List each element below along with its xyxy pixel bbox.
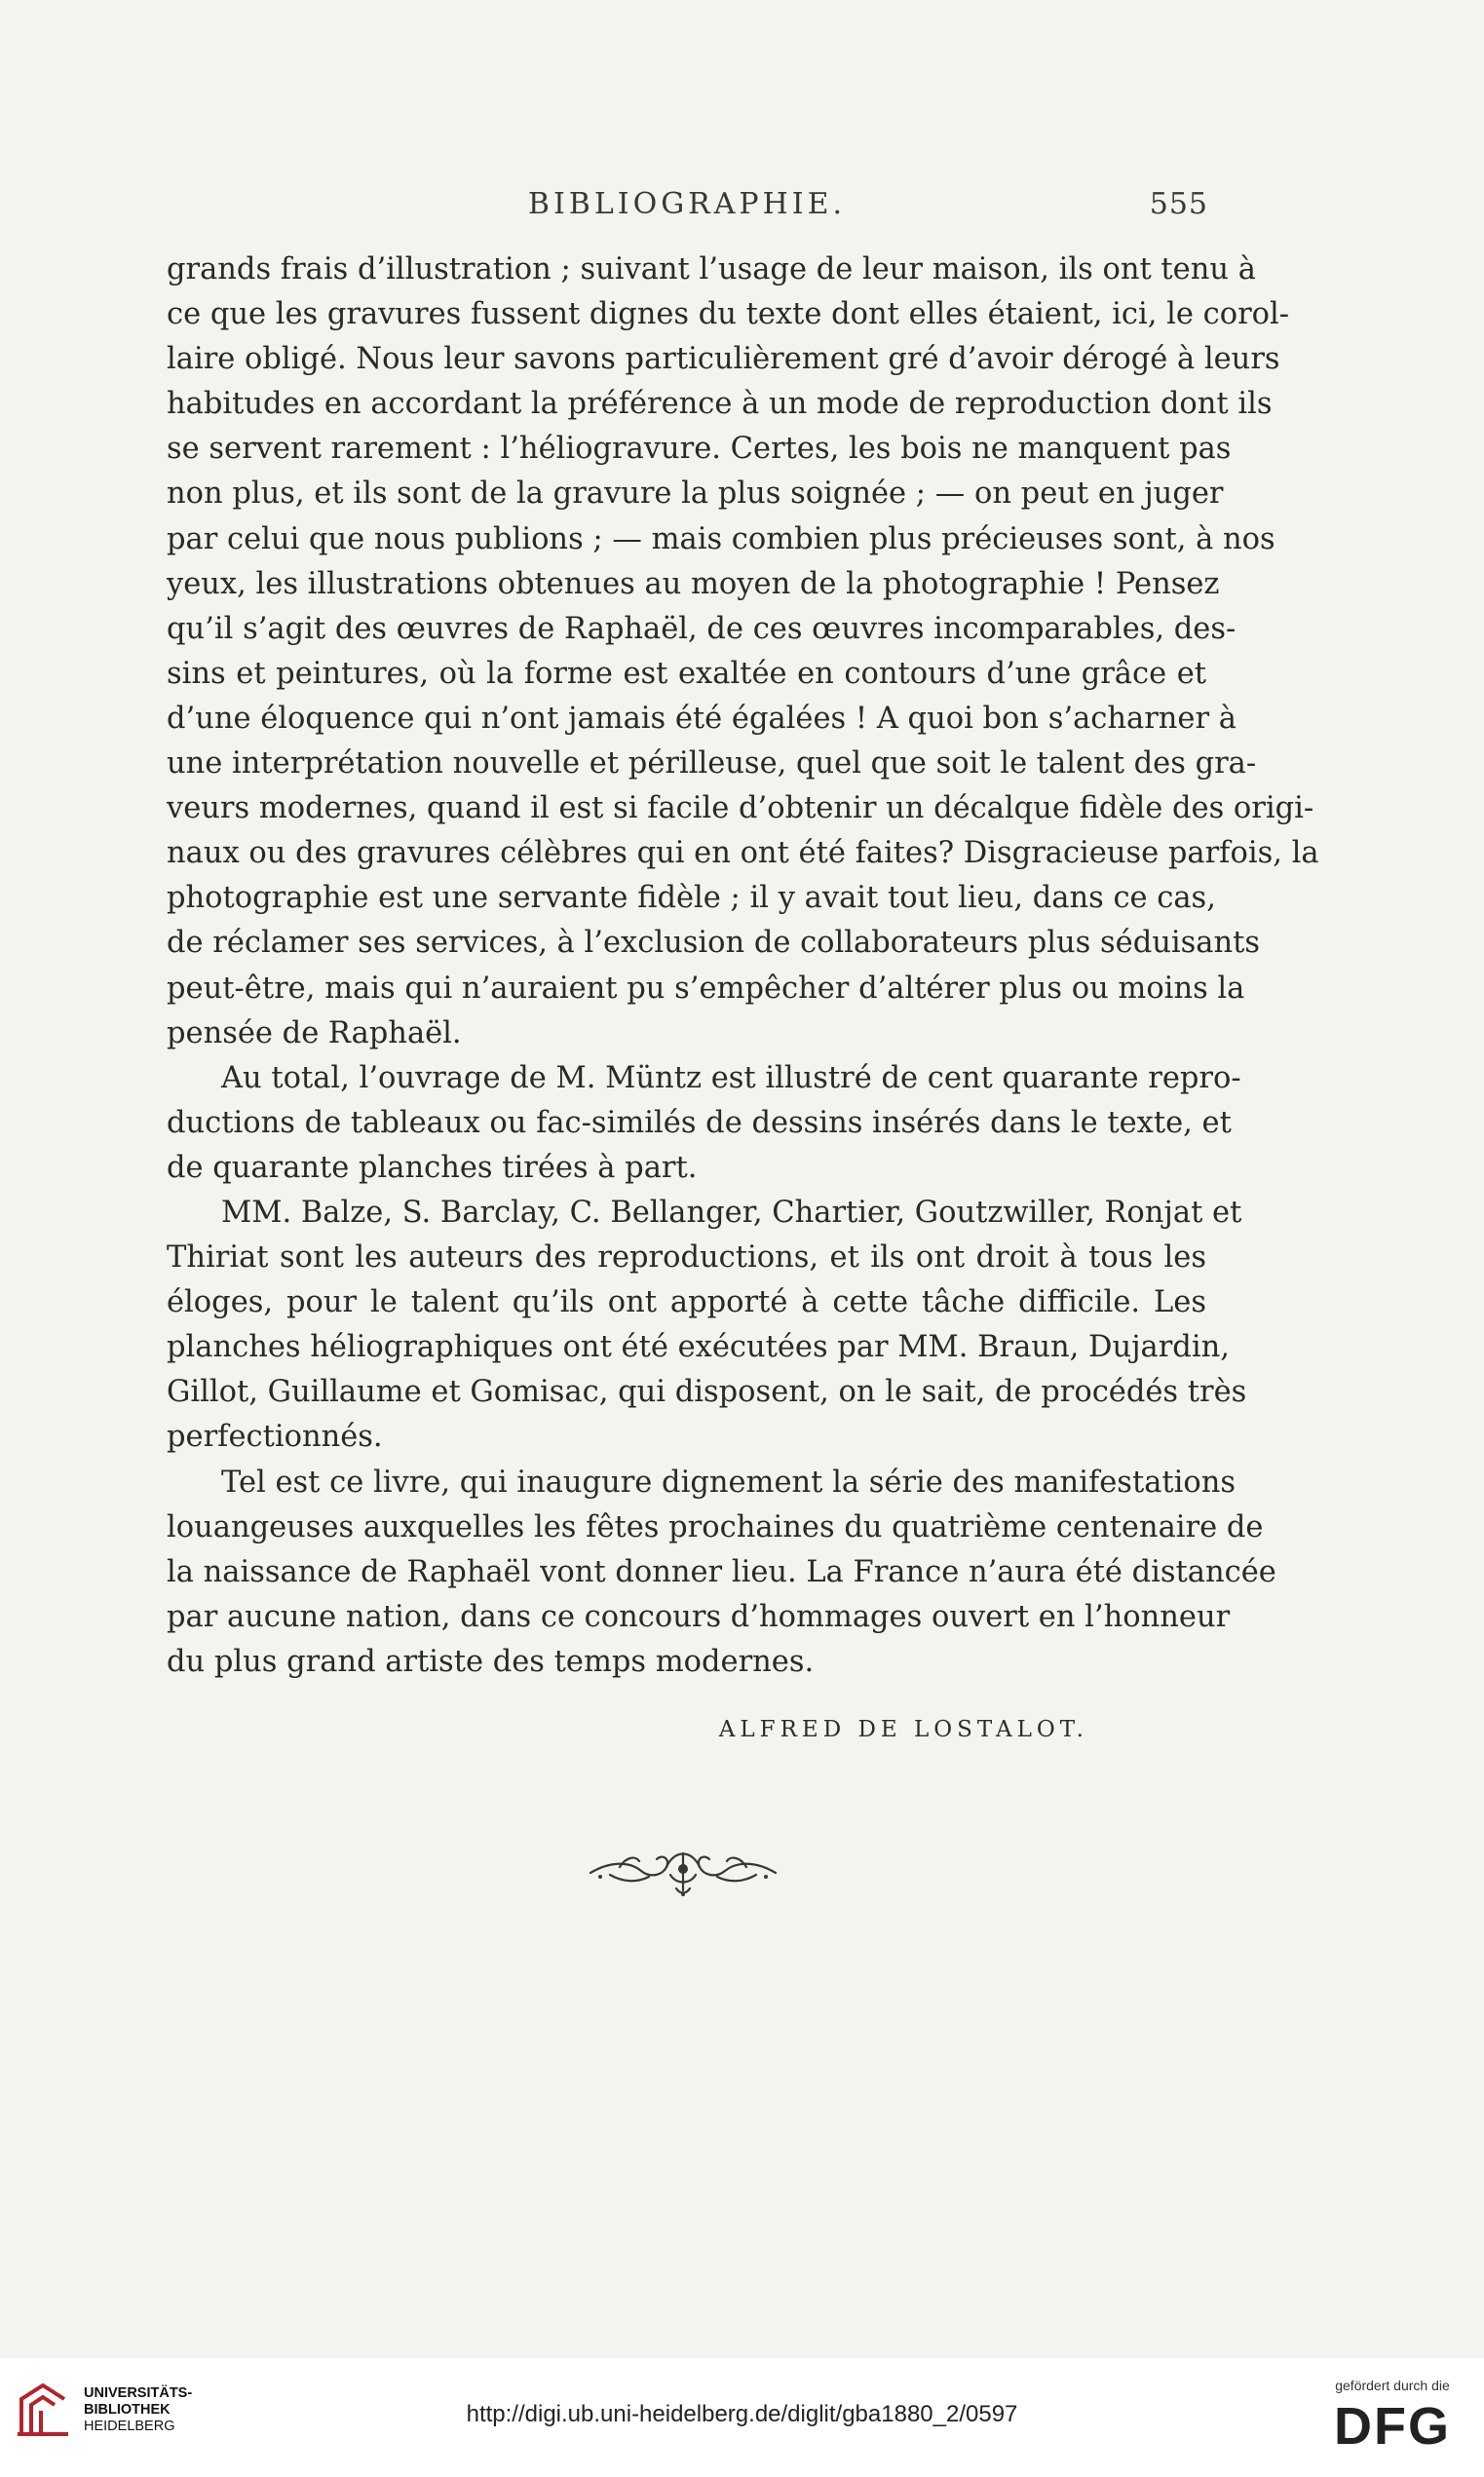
- decorative-vignette-icon: [581, 1832, 785, 1900]
- permalink-url[interactable]: http://digi.ub.uni-heidelberg.de/diglit/gba1880_2/0597: [466, 2401, 1018, 2427]
- library-name-line1: UNIVERSITÄTS-: [84, 2385, 193, 2401]
- text-line: pensée de Raphaël.: [167, 1015, 462, 1050]
- page-number: 555: [1149, 187, 1208, 221]
- text-line: de réclamer ses services, à l’exclusion de collaborateurs plus séduisants: [167, 926, 1261, 961]
- text-line: du plus grand artiste des temps modernes.: [167, 1644, 815, 1679]
- library-name-line2: BIBLIOTHEK: [84, 2402, 171, 2418]
- text-line: MM. Balze, S. Barclay, C. Bellanger, Chartier, Goutzwiller, Ronjat et: [221, 1195, 1242, 1230]
- page-header: [166, 187, 1208, 236]
- text-line: photographie est une servante fidèle ; il y avait tout lieu, dans ce cas,: [167, 881, 1216, 916]
- text-line: par celui que nous publions ; — mais combien plus précieuses sont, à nos: [167, 521, 1275, 556]
- text-line: habitudes en accordant la préférence à un mode de reproduction dont ils: [167, 387, 1273, 422]
- text-line: par aucune nation, dans ce concours d’hommages ouvert en l’honneur: [167, 1599, 1231, 1634]
- text-line: une interprétation nouvelle et périlleuse, quel que soit le talent des gra-: [167, 746, 1257, 781]
- text-line: veurs modernes, quand il est si facile d’obtenir un décalque fidèle des origi-: [167, 791, 1314, 826]
- text-line: ce que les gravures fussent dignes du texte dont elles étaient, ici, le corol-: [167, 297, 1290, 332]
- text-line: ductions de tableaux ou fac-similés de dessins insérés dans le texte, et: [167, 1105, 1232, 1140]
- text-line: Au total, l’ouvrage de M. Müntz est illustré de cent quarante repro-: [221, 1060, 1241, 1095]
- text-line: non plus, et ils sont de la gravure la plus soignée ; — on peut en juger: [167, 476, 1224, 512]
- text-line: yeux, les illustrations obtenues au moyen de la photographie ! Pensez: [167, 566, 1220, 601]
- text-line: peut-être, mais qui n’auraient pu s’empêcher d’altérer plus ou moins la: [167, 971, 1245, 1006]
- text-line: Thiriat sont les auteurs des reproductions, et ils ont droit à tous les: [167, 1240, 1206, 1276]
- text-line: naux ou des gravures célèbres qui en ont été faites? Disgracieuse parfois, la: [167, 836, 1319, 871]
- text-line: la naissance de Raphaël vont donner lieu. La France n’aura été distancée: [167, 1554, 1276, 1589]
- dfg-logo: DFG: [1334, 2397, 1451, 2456]
- author-signature: ALFRED DE LOSTALOT.: [718, 1717, 1088, 1742]
- running-title: BIBLIOGRAPHIE.: [527, 187, 847, 221]
- text-line: perfectionnés.: [167, 1420, 383, 1455]
- text-line: planches héliographiques ont été exécutées par MM. Braun, Dujardin,: [167, 1330, 1230, 1365]
- text-line: d’une éloquence qui n’ont jamais été égalées ! A quoi bon s’acharner à: [167, 701, 1237, 736]
- funder-block: [1314, 2378, 1470, 2454]
- text-line: qu’il s’agit des œuvres de Raphaël, de ces œuvres incomparables, des-: [167, 611, 1237, 646]
- body-text: [167, 248, 1319, 1685]
- library-name-line3: HEIDELBERG: [84, 2419, 175, 2434]
- funder-label: gefördert durch die: [1335, 2378, 1450, 2393]
- text-line: sins et peintures, où la forme est exaltée en contours d’une grâce et: [167, 656, 1206, 691]
- footer-bar: [0, 2358, 1484, 2477]
- text-line: de quarante planches tirées à part.: [167, 1150, 698, 1185]
- text-line: Tel est ce livre, qui inaugure dignement la série des manifestations: [221, 1465, 1237, 1500]
- text-line: se servent rarement : l’héliogravure. Certes, les bois ne manquent pas: [167, 432, 1232, 467]
- text-line: grands frais d’illustration ; suivant l’usage de leur maison, ils ont tenu à: [167, 252, 1256, 286]
- text-line: éloges, pour le talent qu’ils ont apporté à cette tâche difficile. Les: [167, 1285, 1206, 1320]
- text-line: laire obligé. Nous leur savons particulièrement gré d’avoir dérogé à leurs: [167, 342, 1280, 377]
- text-line: Gillot, Guillaume et Gomisac, qui disposent, on le sait, de procédés très: [167, 1375, 1247, 1410]
- text-line: louangeuses auxquelles les fêtes prochaines du quatrième centenaire de: [167, 1509, 1264, 1544]
